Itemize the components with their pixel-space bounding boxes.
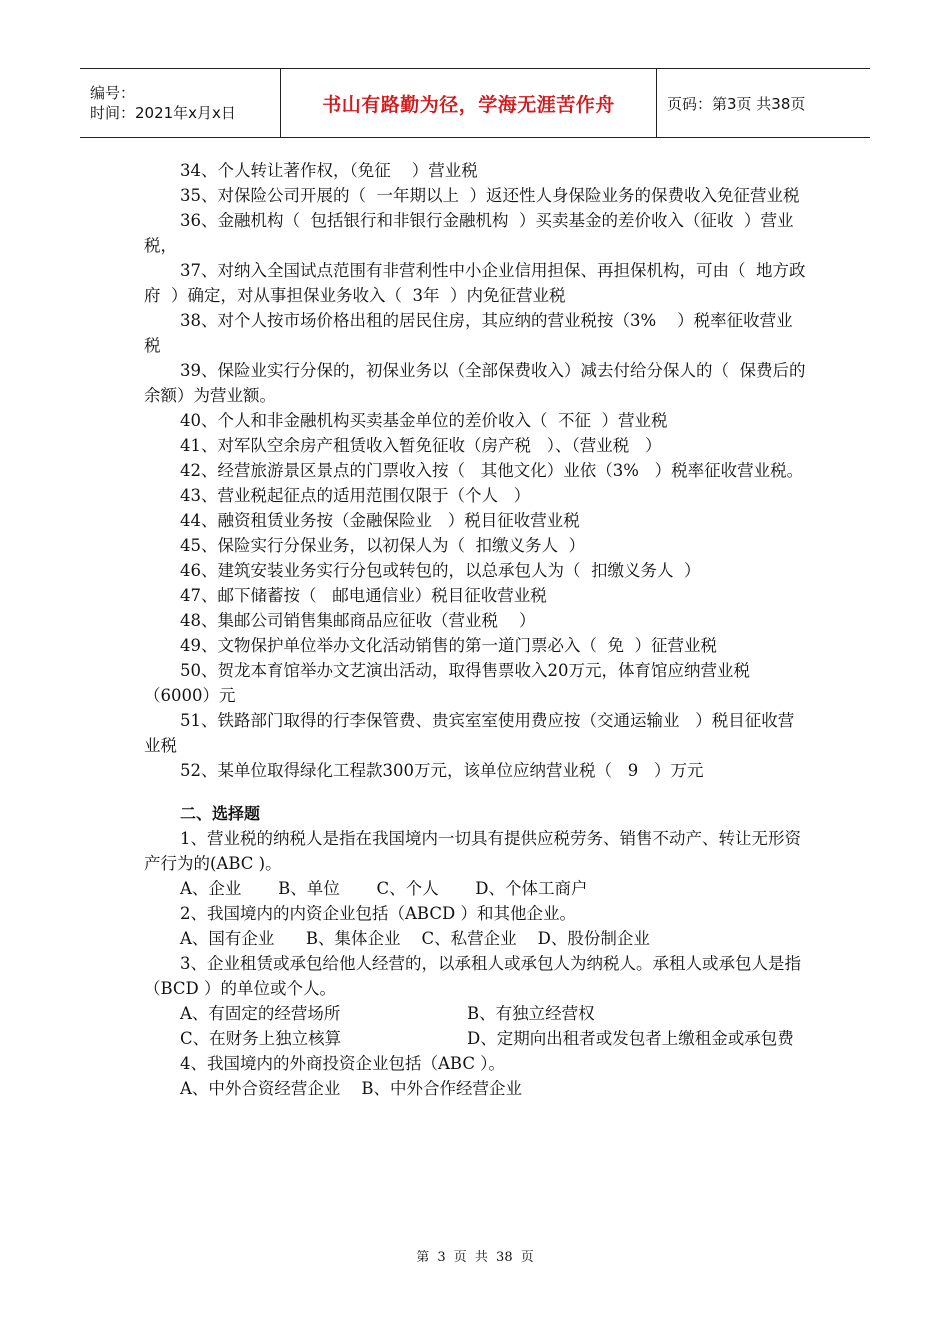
question-42: 42、经营旅游景区景点的门票收入按（ 其他文化）业依（3% ）税率征收营业税。 xyxy=(180,461,804,480)
question-52: 52、某单位取得绿化工程款300万元，该单位应纳营业税（ 9 ）万元 xyxy=(180,761,704,780)
section-title: 二、选择题 xyxy=(180,804,261,823)
choice-options-4: A、中外合资经营企业 B、中外合作经营企业 xyxy=(180,1079,523,1098)
choice-options-3-row-1 xyxy=(144,1001,808,1026)
header-motto: 书山有路勤为径，学海无涯苦作舟 xyxy=(281,69,657,137)
question-44: 44、融资租赁业务按（金融保险业 ）税目征收营业税 xyxy=(180,511,580,530)
header-meta xyxy=(80,69,281,137)
question-37: 37、对纳入全国试点范围有非营利性中小企业信用担保、再担保机构，可由（ 地方政府 ）确定，对从事担保业务收入（ 3年 ）内免征营业税 xyxy=(144,261,806,305)
option-3a: A、有固定的经营场所 xyxy=(180,1004,341,1023)
option-3b: B、有独立经营权 xyxy=(467,1004,595,1023)
choice-options-2: A、国有企业 B、集体企业 C、私营企业 D、股份制企业 xyxy=(180,929,650,948)
question-41: 41、对军队空余房产租赁收入暂免征收（房产税 ）、（营业税 ） xyxy=(180,436,662,455)
question-40: 40、个人和非金融机构买卖基金单位的差价收入（ 不征 ）营业税 xyxy=(180,411,668,430)
choice-question-4: 4、我国境内的外商投资企业包括（ABC ）。 xyxy=(180,1054,505,1073)
document-header xyxy=(80,68,870,138)
choice-question-3: 3、企业租赁或承包给他人经营的，以承租人或承包人为纳税人。承租人或承包人是指（BCD ）的单位或个人。 xyxy=(144,954,801,998)
question-49: 49、文物保护单位举办文化活动销售的第一道门票必入（ 免 ）征营业税 xyxy=(180,636,717,655)
question-36: 36、金融机构（ 包括银行和非银行金融机构 ）买卖基金的差价收入（征收 ）营业税， xyxy=(144,211,794,255)
document-number-label: 编号： xyxy=(90,84,136,102)
question-48: 48、集邮公司销售集邮商品应征收（营业税 ） xyxy=(180,611,536,630)
question-35: 35、对保险公司开展的（ 一年期以上 ）返还性人身保险业务的保费收入免征营业税 xyxy=(180,186,800,205)
choice-question-1: 1、营业税的纳税人是指在我国境内一切具有提供应税劳务、销售不动产、转让无形资产行为的(ABC )。 xyxy=(144,829,801,873)
choice-options-3-row-2 xyxy=(108,1026,808,1051)
question-50: 50、贺龙本育馆举办文艺演出活动，取得售票收入20万元，体育馆应纳营业税（6000）元 xyxy=(144,661,750,705)
option-3d: D、定期向出租者或发包者上缴租金或承包费 xyxy=(467,1029,794,1048)
question-43: 43、营业税起征点的适用范围仅限于（个人 ） xyxy=(180,486,531,505)
question-39: 39、保险业实行分保的，初保业务以（全部保费收入）减去付给分保人的（ 保费后的余额）为营业额。 xyxy=(144,361,806,405)
question-47: 47、邮下储蓄按（ 邮电通信业）税目征收营业税 xyxy=(180,586,547,605)
question-38: 38、对个人按市场价格出租的居民住房，其应纳的营业税按（3% ）税率征收营业税 xyxy=(144,311,793,355)
choice-options-1: A、企业 B、单位 C、个人 D、个体工商户 xyxy=(180,879,588,898)
choice-question-2: 2、我国境内的内资企业包括（ABCD ）和其他企业。 xyxy=(180,904,576,923)
question-51: 51、铁路部门取得的行李保管费、贵宾室室使用费应按（交通运输业 ）税目征收营业税 xyxy=(144,711,795,755)
document-date: 时间：2021年x月x日 xyxy=(90,104,236,122)
document-body xyxy=(144,158,808,1101)
page-footer: 第 3 页 共 38 页 xyxy=(416,1250,534,1265)
option-3c: C、在财务上独立核算 xyxy=(180,1029,342,1048)
question-46: 46、建筑安装业务实行分包或转包的，以总承包人为（ 扣缴义务人 ） xyxy=(180,561,701,580)
question-45: 45、保险实行分保业务，以初保人为（ 扣缴义务人 ） xyxy=(180,536,585,555)
header-page-number: 页码：第3页 共38页 xyxy=(667,94,806,113)
question-34: 34、个人转让著作权，（免征 ）营业税 xyxy=(180,161,478,180)
